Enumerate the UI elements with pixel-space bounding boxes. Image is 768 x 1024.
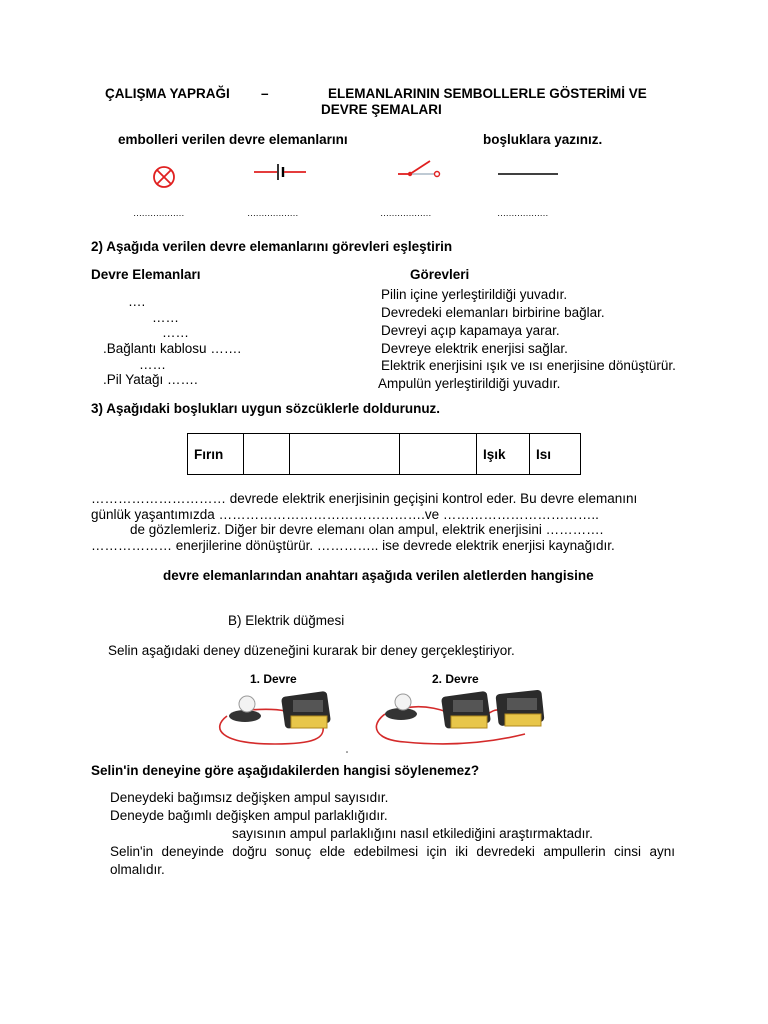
battery-holder-icon bbox=[495, 690, 544, 727]
task-item: Ampulün yerleştirildiği yuvadır. bbox=[378, 376, 561, 391]
fill-paragraph-line: de gözlemleriz. Diğer bir devre elemanı olan ampul, elektrik enerjisini …………. bbox=[130, 522, 604, 537]
element-item[interactable]: .Bağlantı kablosu ……. bbox=[103, 341, 242, 356]
q5-question: Selin'in deneyine göre aşağıdakilerden hangisi söylenemez? bbox=[91, 763, 480, 778]
title-dash: – bbox=[261, 86, 269, 101]
element-item[interactable]: …… bbox=[152, 310, 179, 325]
answer-option[interactable]: Deneyde bağımlı değişken ampul parlaklığıdır. bbox=[110, 808, 388, 823]
q3-title: 3) Aşağıdaki boşlukları uygun sözcüklerle doldurunuz. bbox=[91, 401, 441, 416]
battery-holder-icon bbox=[281, 691, 331, 729]
fill-paragraph-line: günlük yaşantımızda ……………………………………….ve …………………………….. bbox=[91, 507, 599, 522]
fill-paragraph-line: ……………… enerjilerine dönüştürür. ………….. ise devrede elektrik enerjisi kaynağıdır. bbox=[91, 538, 615, 553]
q4-option-b[interactable]: B) Elektrik düğmesi bbox=[228, 613, 345, 628]
element-item[interactable]: …… bbox=[162, 325, 189, 340]
topic-title-line1: ELEMANLARININ SEMBOLLERLE GÖSTERİMİ VE bbox=[328, 86, 647, 101]
blank-line[interactable]: ……………… bbox=[497, 208, 548, 218]
word-cell: Isı bbox=[530, 434, 581, 475]
wire-symbol-icon bbox=[497, 170, 559, 178]
task-item: Devredeki elemanları birbirine bağlar. bbox=[381, 305, 605, 320]
q2-title: 2) Aşağıda verilen devre elemanlarını görevleri eşleştirin bbox=[91, 239, 453, 254]
answer-option[interactable]: Selin'in deneyinde doğru sonuç elde edebilmesi için iki devredeki ampullerin cinsi aynı olmalıdır. bbox=[110, 844, 675, 877]
task-item: Devreye elektrik enerjisi sağlar. bbox=[381, 341, 568, 356]
q5-intro: Selin aşağıdaki deney düzeneğini kurarak bir deney gerçekleştiriyor. bbox=[108, 643, 515, 658]
q2-left-header: Devre Elemanları bbox=[91, 267, 201, 282]
word-cell bbox=[290, 434, 400, 475]
task-item: Pilin içine yerleştirildiği yuvadır. bbox=[381, 287, 568, 302]
topic-title-line2: DEVRE ŞEMALARI bbox=[321, 102, 442, 117]
word-cell: Fırın bbox=[188, 434, 244, 475]
blank-line[interactable]: ……………… bbox=[380, 208, 431, 218]
q2-right-header: Görevleri bbox=[410, 267, 470, 282]
element-item[interactable]: .Pil Yatağı ……. bbox=[103, 372, 198, 387]
blank-line[interactable]: ……………… bbox=[247, 208, 298, 218]
worksheet-title: ÇALIŞMA YAPRAĞI bbox=[105, 86, 230, 101]
word-cell: Işık bbox=[477, 434, 530, 475]
task-item: Devreyi açıp kapamaya yarar. bbox=[381, 323, 560, 338]
task-item: Elektrik enerjisini ışık ve ısı enerjisine dönüştürür. bbox=[381, 358, 676, 373]
q1-instruction-left: embolleri verilen devre elemanlarını bbox=[118, 132, 348, 147]
circuit-photo bbox=[205, 686, 555, 756]
q4-question: devre elemanlarından anahtarı aşağıda verilen aletlerden hangisine bbox=[163, 568, 594, 583]
answer-option[interactable]: Deneydeki bağımsız değişken ampul sayısıdır. bbox=[110, 790, 389, 805]
blank-line[interactable]: ……………… bbox=[133, 208, 184, 218]
circuit-1-label: 1. Devre bbox=[250, 672, 297, 686]
answer-option[interactable]: sayısının ampul parlaklığını nasıl etkilediğini araştırmaktadır. bbox=[232, 826, 593, 841]
word-cell bbox=[244, 434, 290, 475]
circuit-2-label: 2. Devre bbox=[432, 672, 479, 686]
lamp-symbol-icon bbox=[150, 163, 178, 191]
element-item[interactable]: …. bbox=[128, 294, 146, 309]
word-cell bbox=[400, 434, 477, 475]
word-bank-table bbox=[187, 433, 581, 475]
element-item[interactable]: …… bbox=[139, 357, 166, 372]
battery-symbol-icon bbox=[252, 161, 308, 183]
switch-symbol-icon bbox=[396, 156, 446, 182]
battery-holder-icon bbox=[441, 691, 491, 729]
fill-paragraph-line: ………………………… devrede elektrik enerjisinin geçişini kontrol eder. Bu devre elemanını bbox=[91, 491, 638, 506]
q1-instruction-right: boşluklara yazınız. bbox=[483, 132, 603, 147]
